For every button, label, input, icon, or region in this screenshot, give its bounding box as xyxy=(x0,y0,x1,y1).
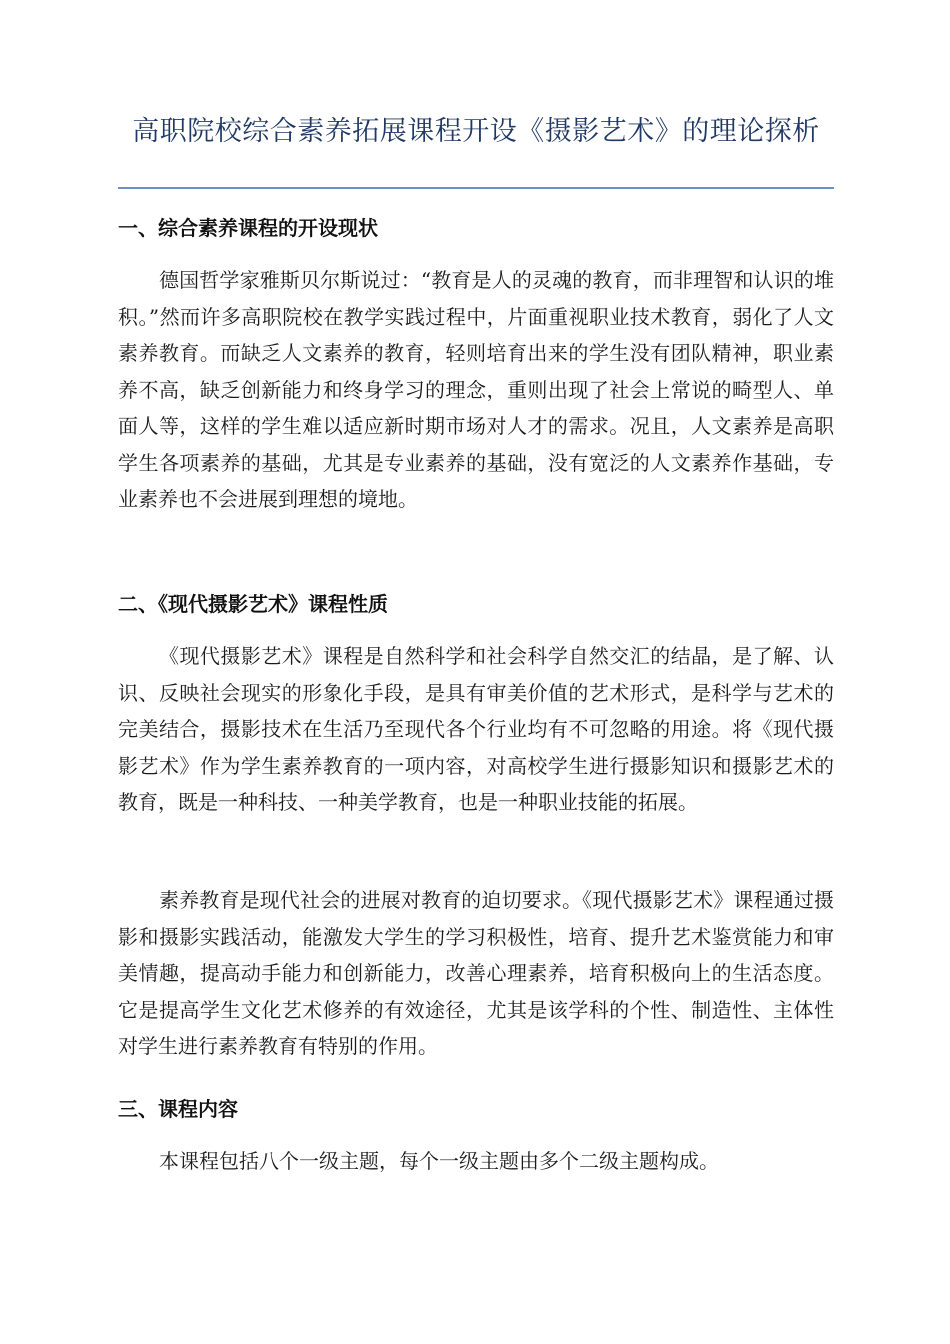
section-1-paragraph-1: 德国哲学家雅斯贝尔斯说过：“教育是人的灵魂的教育，而非理智和认识的堆积。”然而许多高职院校在教学实践过程中，片面重视职业技术教育，弱化了人文素养教育。而缺乏人文素养的教育，轻则培育出来的学生没有团队精神，职业素养不高，缺乏创新能力和终身学习的理念，重则出现了社会上常说的畸型人、单面人等，这样的学生难以适应新时期市场对人才的需求。况且，人文素养是高职学生各项素养的基础，尤其是专业素养的基础，没有宽泛的人文素养作基础，专业素养也不会进展到理想的境地。 xyxy=(118,268,834,511)
document-title: 高职院校综合素养拓展课程开设《摄影艺术》的理论探析 xyxy=(132,116,820,147)
title-underline xyxy=(118,187,834,189)
section-heading-2: 二、《现代摄影艺术》课程性质 xyxy=(118,592,388,616)
section-heading-1: 一、综合素养课程的开设现状 xyxy=(118,216,378,240)
section-3-paragraph-1: 本课程包括八个一级主题，每个一级主题由多个二级主题构成。 xyxy=(159,1149,719,1173)
section-2-paragraph-1: 《现代摄影艺术》课程是自然科学和社会科学自然交汇的结晶，是了解、认识、反映社会现实的形象化手段，是具有审美价值的艺术形式，是科学与艺术的完美结合，摄影技术在生活乃至现代各个行业均有不可忽略的用途。将《现代摄影艺术》作为学生素养教育的一项内容，对高校学生进行摄影知识和摄影艺术的教育，既是一种科技、一种美学教育，也是一种职业技能的拓展。 xyxy=(118,644,834,814)
section-heading-3: 三、课程内容 xyxy=(118,1097,238,1121)
section-2-paragraph-2: 素养教育是现代社会的进展对教育的迫切要求。《现代摄影艺术》课程通过摄影和摄影实践活动，能激发大学生的学习积极性，培育、提升艺术鉴赏能力和审美情趣，提高动手能力和创新能力，改善心理素养，培育积极向上的生活态度。它是提高学生文化艺术修养的有效途径，尤其是该学科的个性、制造性、主体性对学生进行素养教育有特别的作用。 xyxy=(118,888,834,1058)
